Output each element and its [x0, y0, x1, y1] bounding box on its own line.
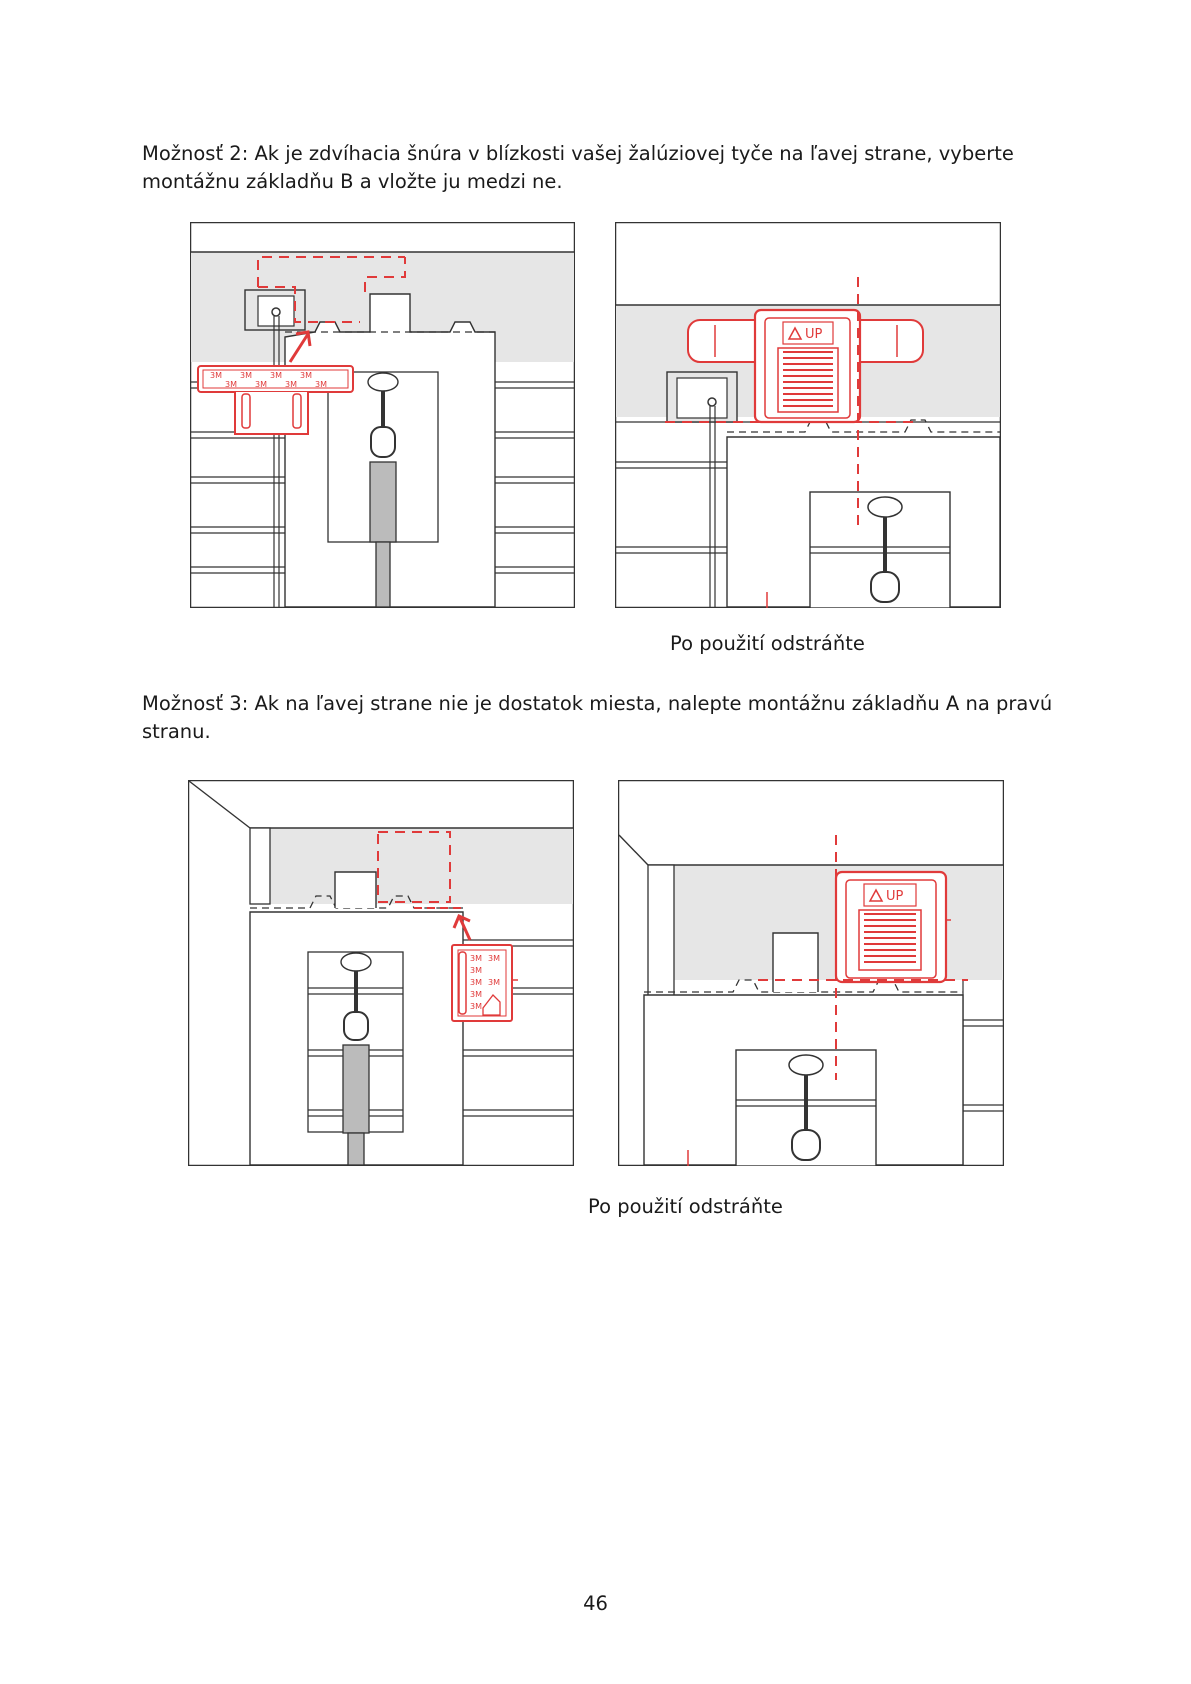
option-2-text: Možnosť 2: Ak je zdvíhacia šnúra v blízkosti vašej žalúziovej tyče na ľavej strane, vyberte montážnu základňu B a vložte ju medzi ne. — [142, 142, 1014, 193]
up-label: UP — [886, 889, 904, 904]
option2-right-illustration — [615, 222, 1001, 608]
tape-label: 3M — [470, 1002, 482, 1011]
tape-label: 3M — [225, 380, 237, 389]
tape-label: 3M — [488, 954, 500, 963]
option-3-text: Možnosť 3: Ak na ľavej strane nie je dostatok miesta, nalepte montážnu základňu A na pravú stranu. — [142, 692, 1053, 743]
tape-label: 3M — [470, 990, 482, 999]
tape-label: 3M — [470, 966, 482, 975]
page-number: 46 — [583, 1592, 608, 1615]
tape-label: 3M — [300, 371, 312, 380]
remove-after-use-caption: Po použití odstráňte — [670, 632, 865, 655]
tape-label: 3M — [488, 978, 500, 987]
tape-label: 3M — [255, 380, 267, 389]
tape-label: 3M — [270, 371, 282, 380]
up-label: UP — [805, 327, 823, 342]
option2-left-illustration — [190, 222, 575, 608]
tape-label: 3M — [285, 380, 297, 389]
tape-label: 3M — [240, 371, 252, 380]
option3-left-illustration — [188, 780, 574, 1166]
tape-label: 3M — [470, 978, 482, 987]
remove-after-use-caption: Po použití odstráňte — [588, 1195, 783, 1218]
tape-label: 3M — [315, 380, 327, 389]
tape-label: 3M — [470, 954, 482, 963]
option3-right-illustration — [618, 780, 1004, 1166]
tape-label: 3M — [210, 371, 222, 380]
